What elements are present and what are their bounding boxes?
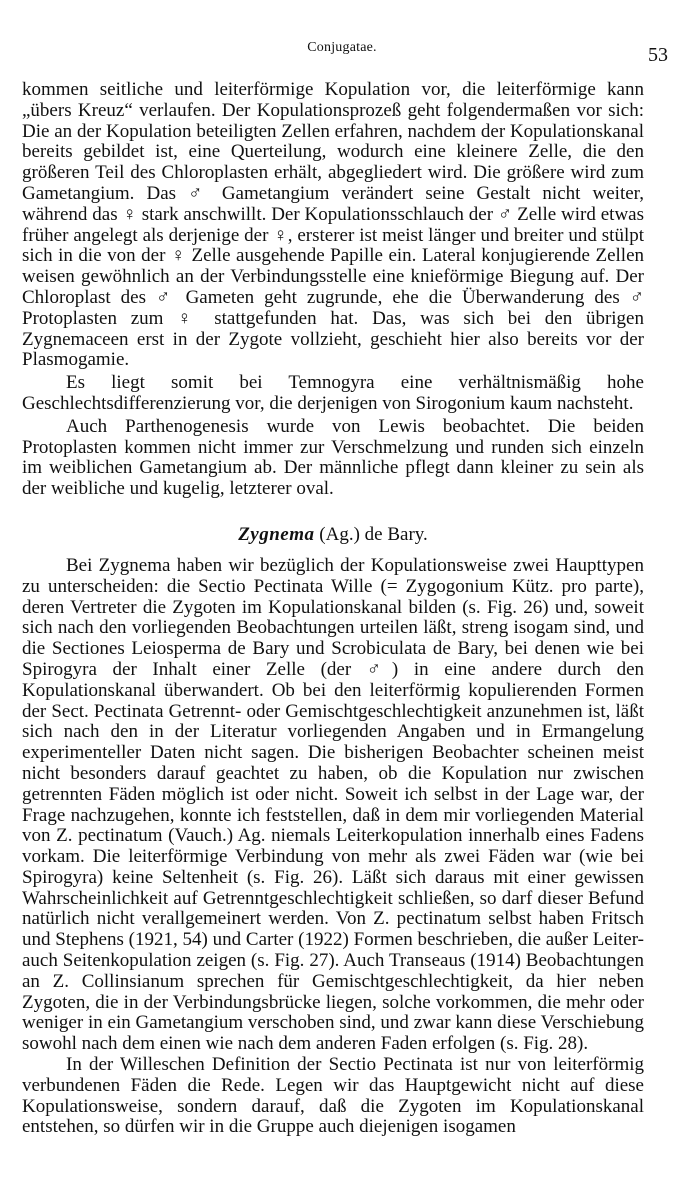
page-body: [22, 80, 644, 1138]
section-heading: [22, 524, 644, 546]
section-heading-genus: Zygnema: [238, 523, 315, 545]
paragraph-5: In der Willeschen Definition der Sectio Pectinata ist nur von leiterförmig verbundenen Fäden die Rede. Legen wir das Hauptgewicht nicht auf diese Kopulationsweise, sondern darauf, daß die Zygoten im Kopulationskanal entstehen, so dürfen wir in die Gruppe auch diejenigen isogamen: [22, 1054, 644, 1138]
page-number: 53: [648, 44, 668, 66]
paragraph-1: kommen seitliche und leiterförmige Kopulation vor, die leiterförmige kann „übers Kreuz“ verlaufen. Der Kopulationsprozeß geht folgendermaßen vor sich: Die an der Kopulation beteiligten Zellen erfahren, nachdem der Kopulationskanal bereits gebildet ist, eine Querteilung, wodurch eine kleinere Zelle, die den größeren Teil des Chloroplasten erhält, abgegliedert wird. Die größere wird zum Gametangium. Das ♂ Gametangium verändert seine Gestalt nicht weiter, während das ♀ stark anschwillt. Der Kopulationsschlauch der ♂ Zelle wird etwas früher angelegt als derjenige der ♀, ersterer ist meist länger und breiter und stülpt sich in die von der ♀ Zelle ausgehende Papille ein. Lateral konjugierende Zellen weisen gewöhnlich an der Verbindungsstelle eine knieförmige Biegung auf. Der Chloroplast des ♂ Gameten geht zugrunde, ehe die Überwanderung des ♂ Protoplasten zum ♀ stattgefunden hat. Das, was sich bei den übrigen Zygnemaceen erst in der Zygote vollzieht, geschieht hier also bereits vor der Plasmogamie.: [22, 79, 644, 371]
section-heading-authority: (Ag.) de Bary.: [314, 523, 428, 545]
paragraph-3: Auch Parthenogenesis wurde von Lewis beobachtet. Die beiden Protoplasten kommen nicht immer zur Verschmelzung und runden sich einzeln im weiblichen Gametangium ab. Der männliche pflegt dann kleiner zu sein als der weibliche und kugelig, letzterer oval.: [22, 415, 644, 500]
paragraph-2: Es liegt somit bei Temnogyra eine verhältnismäßig hohe Geschlechtsdifferenzierung vor, die derjenigen von Sirogonium kaum nachsteht.: [22, 372, 644, 414]
paragraph-4: Bei Zygnema haben wir bezüglich der Kopulationsweise zwei Haupttypen zu unterscheiden: die Sectio Pectinata Wille (= Zygogonium Kütz. pro parte), deren Vertreter die Zygoten im Kopulationskanal bilden (s. Fig. 26) und, soweit sich nach den vorliegenden Beobachtungen urteilen läßt, streng isogam sind, und die Sectiones Leiosperma de Bary und Scrobiculata de Bary, bei denen wie bei Spirogyra der Inhalt einer Zelle (der ♂) in eine andere durch den Kopulationskanal überwandert. Ob bei den leiterförmig kopulierenden Formen der Sect. Pectinata Getrennt- oder Gemischtgeschlechtigkeit anzunehmen ist, läßt sich nach den in der Literatur vorliegenden Angaben und in Ermangelung experimenteller Daten nicht sagen. Die bisherigen Beobachter scheinen meist nicht besonders darauf geachtet zu haben, ob die Kopulation nur zwischen getrennten Fäden möglich ist oder nicht. Soweit ich selbst in der Lage war, der Frage nachzugehen, konnte ich feststellen, daß in dem mir vorliegenden Material von Z. pectinatum (Vauch.) Ag. niemals Leiterkopulation innerhalb eines Fadens vorkam. Die leiterförmige Verbindung von mehr als zwei Fäden war (wie bei Spirogyra) keine Seltenheit (s. Fig. 26). Läßt sich daraus mit einer gewissen Wahrscheinlichkeit auf Getrenntgeschlechtigkeit schließen, so darf dieser Befund natürlich nicht verallgemeinert werden. Von Z. pectinatum selbst haben Fritsch und Stephens (1921, 54) und Carter (1922) Formen beschrieben, die außer Leiter- auch Seitenkopulation zeigen (s. Fig. 27). Auch Transeaus (1914) Beobachtungen an Z. Collinsianum sprechen für Gemischtgeschlechtigkeit, da hier neben Zygoten, die in der Verbindungsbrücke liegen, solche vorkommen, die mehr oder weniger in ein Gametangium verschoben sind, und zwar kann diese Verschiebung sowohl nach dem einen wie nach dem anderen Faden erfolgen (s. Fig. 28).: [22, 554, 644, 1055]
running-head: Conjugatae.: [307, 40, 377, 55]
